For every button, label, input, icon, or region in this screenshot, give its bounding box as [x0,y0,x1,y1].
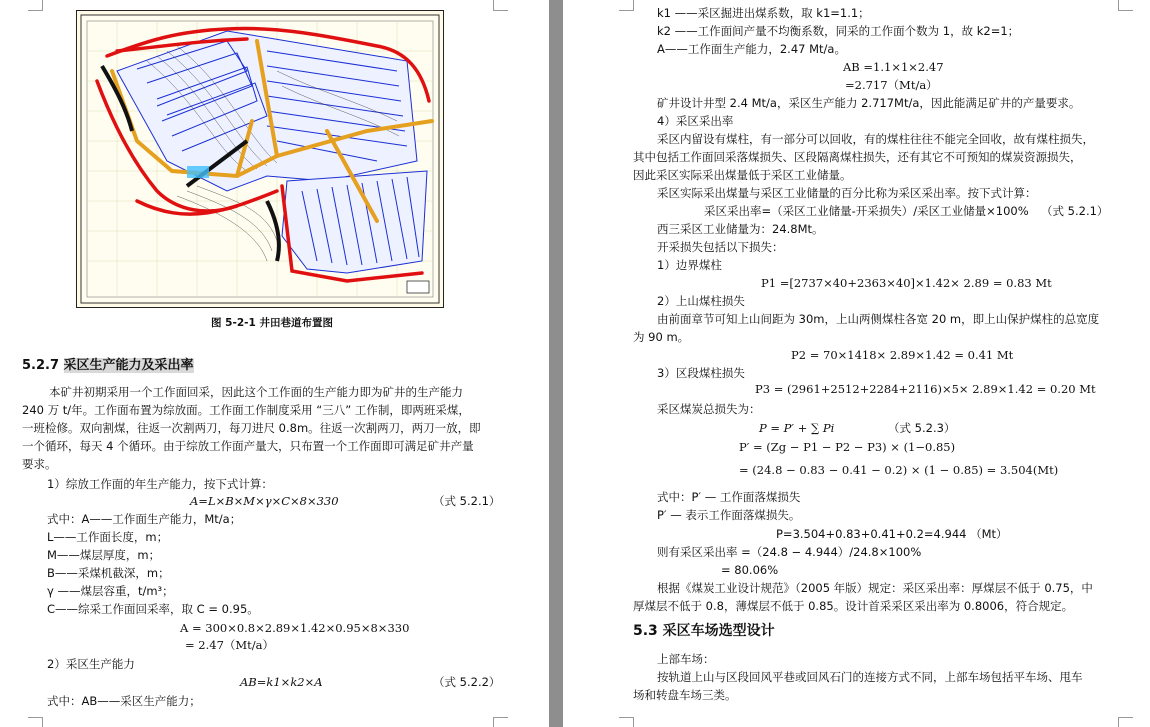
formula-tag: （式 5.2.3） [888,421,956,435]
formula-p3: P3 = (2961+2512+2284+2116)×5× 2.89×1.42 = 0.20 Mt [755,382,1096,396]
paragraph-line: 一班检修。双向割煤，往返一次割两刀，每刀进尺 0.8m。往返一次割两刀，两刀一放，即 [22,421,481,435]
document-page-right [563,0,1150,727]
calculation: 则有采区采出率 =（24.8 − 4.944）/24.8×100% [657,545,922,559]
paragraph-line: 开采损失包括以下损失： [657,240,784,254]
item-title: 3）区段煤柱损失 [657,366,745,380]
page-gutter [549,0,563,727]
formula-tag: （式 5.2.1） [433,494,501,508]
item-title: 1）综放工作面的年生产能力，按下式计算： [47,477,273,491]
definition-line: γ ——煤层容重，t/m³； [47,584,174,598]
paragraph-line: 240 万 t/年。工作面布置为综放面。工作面工作制度采用 “三八” 工作制，即两班采煤， [22,403,470,417]
calculation-result: = 2.47（Mt/a） [185,638,275,652]
formula-5-2-1: A=L×B×M×γ×C×8×330 [190,494,339,508]
mine-roadway-map [76,10,444,308]
paragraph-line: 西三采区工业储量为：24.8Mt。 [657,222,824,236]
section-number: 5.2.7 [22,358,60,373]
map-drawing [77,11,443,307]
definition-line: M——煤层厚度，m； [47,548,161,562]
page-corner-mark [28,717,43,727]
paragraph-line: 按轨道上山与区段回风平巷或回风石门的连接方式不同，上部车场包括平车场、甩车 [657,670,1083,684]
definition-line: L——工作面长度，m； [47,530,169,544]
definition-line: k2 ——工作面间产量不均衡系数，同采的工作面个数为 1，故 k2=1； [657,24,1020,38]
formula-extraction-rate: 采区采出率=（采区工业储量-开采损失）/采区工业储量×100% [704,204,1029,218]
item-title: 1）边界煤柱 [657,258,722,272]
definition-line: 式中：P′ — 工作面落煤损失 [657,490,801,504]
paragraph-line: 由前面章节可知上山间距为 30m，上山两侧煤柱各宽 20 m，即上山保护煤柱的总宽度 [657,312,1100,326]
paragraph-line: 采区实际采出煤量与采区工业储量的百分比称为采区采出率。按下式计算： [657,186,1037,200]
item-title: 2）上山煤柱损失 [657,294,745,308]
item-title: 4）采区采出率 [657,114,734,128]
paragraph-line: 厚煤层不低于 0.8，薄煤层不低于 0.85。设计首采采区采出率为 0.8006，符合规定。 [633,599,1074,613]
item-title: 采区煤炭总损失为： [657,402,761,416]
formula-5-2-3: P = P′ + ∑ Pi [759,421,835,435]
page-corner-mark [493,717,508,727]
figure-caption: 图 5-2-1 井田巷道布置图 [211,317,333,329]
page-corner-mark [28,0,43,11]
paragraph-line: 本矿井初期采用一个工作面回采，因此这个工作面的生产能力即为矿井的生产能力 [49,385,463,399]
section-heading [22,358,194,373]
definition-line: B——采煤机截深，m； [47,566,170,580]
paragraph-line: 其中包括工作面回采落煤损失、区段隔离煤柱损失，还有其它不可预知的煤炭资源损失， [633,150,1082,164]
page-corner-mark [1118,717,1133,727]
formula-p-prime: P′ = (Zg − P1 − P2 − P3) × (1−0.85) [739,440,956,454]
formula-p-prime-result: = (24.8 − 0.83 − 0.41 − 0.2) × (1 − 0.85) = 3.504(Mt) [739,463,1059,477]
paragraph-line: 场和转盘车场三类。 [633,688,737,702]
page-corner-mark [619,717,634,727]
paragraph-line: 采区内留设有煤柱，有一部分可以回收，有的煤柱往往不能完全回收，故有煤柱损失， [657,132,1094,146]
definition-line: A——工作面生产能力，2.47 Mt/a。 [657,42,846,56]
page-corner-mark [1118,0,1133,11]
page-corner-mark [493,0,508,11]
calculation-result: = 80.06% [721,563,779,577]
calculation: A = 300×0.8×2.89×1.42×0.95×8×330 [180,621,410,635]
formula-p1: P1 =[2737×40+2363×40]×1.42× 2.89 = 0.83 Mt [761,276,1052,290]
definition-line: 式中：A——工作面生产能力，Mt/a； [47,512,242,526]
calculation-result: =2.717（Mt/a） [845,78,938,92]
paragraph-line: 因此采区实际采出煤量低于采区工业储量。 [633,168,852,182]
item-title: 2）采区生产能力 [47,657,135,671]
paragraph-line: 根据《煤炭工业设计规范》（2005 年版）规定：采区采出率：厚煤层不低于 0.75，中 [657,581,1093,595]
definition-line: C——综采工作面回采率，取 C = 0.95。 [47,602,259,616]
paragraph-line: 一个循环，每天 4 个循环。由于综放工作面产量大，只布置一个工作面即可满足矿井产量 [22,439,474,453]
subsection-title: 上部车场： [657,652,715,666]
definition-line: 式中：AB——采区生产能力； [47,694,201,708]
definition-line: k1 ——采区掘进出煤系数，取 k1=1.1； [657,6,870,20]
document-page-left [0,0,549,727]
page-corner-mark [619,0,634,11]
calculation: P=3.504+0.83+0.41+0.2=4.944 （Mt） [776,527,1008,541]
formula-tag: （式 5.2.2） [433,675,501,689]
calculation: AB =1.1×1×2.47 [843,60,944,74]
paragraph-line: 要求。 [22,457,57,471]
formula-p2: P2 = 70×1418× 2.89×1.42 = 0.41 Mt [791,348,1014,362]
formula-5-2-2: AB=k1×k2×A [240,675,323,689]
formula-tag: （式 5.2.1） [1041,204,1109,218]
paragraph-line: 为 90 m。 [633,330,690,344]
section-title: 采区生产能力及采出率 [63,358,194,373]
definition-line: P′ — 表示工作面落煤损失。 [657,508,801,522]
section-heading-5-3: 5.3 采区车场选型设计 [633,623,775,639]
paragraph-line: 矿井设计井型 2.4 Mt/a，采区生产能力 2.717Mt/a，因此能满足矿井的产量要求。 [657,96,1081,110]
